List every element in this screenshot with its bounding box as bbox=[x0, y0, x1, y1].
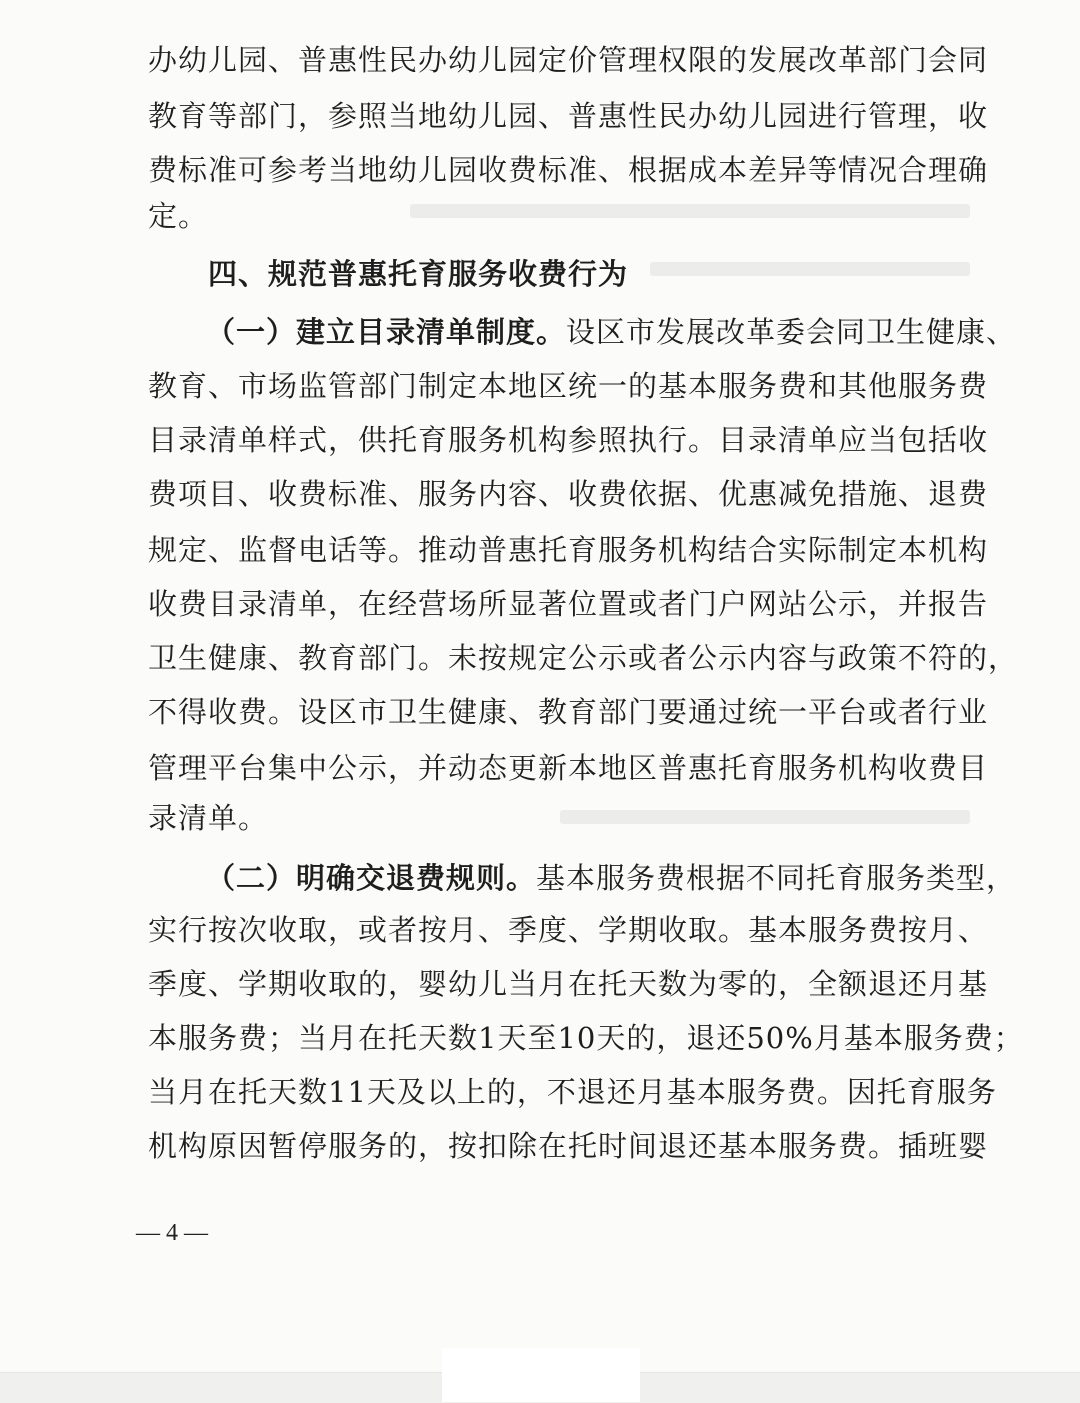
page-number: — 4 — bbox=[136, 1220, 208, 1246]
text-line: 卫生健康、教育部门。未按规定公示或者公示内容与政策不符的， bbox=[148, 641, 1019, 675]
text-line: 目录清单样式，供托育服务机构参照执行。目录清单应当包括收 bbox=[148, 423, 989, 457]
subsection-first-line bbox=[206, 858, 1017, 898]
text-line: 当月在托天数11天及以上的，不退还月基本服务费。因托育服务 bbox=[148, 1075, 997, 1109]
section-heading: 四、规范普惠托育服务收费行为 bbox=[208, 257, 629, 291]
text-line: 费标准可参考当地幼儿园收费标准、根据成本差异等情况合理确 bbox=[148, 153, 989, 187]
subsection-first-line bbox=[206, 312, 1017, 352]
subsection-heading: （二）明确交退费规则。 bbox=[206, 861, 537, 895]
text-line: 规定、监督电话等。推动普惠托育服务机构结合实际制定本机构 bbox=[148, 533, 989, 567]
text-line: 管理平台集中公示，并动态更新本地区普惠托育服务机构收费目 bbox=[148, 751, 989, 785]
subsection-text: 设区市发展改革委会同卫生健康、 bbox=[566, 315, 1017, 349]
text-line: 收费目录清单，在经营场所显著位置或者门户网站公示，并报告 bbox=[148, 587, 989, 621]
text-line: 机构原因暂停服务的，按扣除在托时间退还基本服务费。插班婴 bbox=[148, 1129, 989, 1163]
text-line: 教育等部门，参照当地幼儿园、普惠性民办幼儿园进行管理，收 bbox=[148, 99, 989, 133]
text-line: 不得收费。设区市卫生健康、教育部门要通过统一平台或者行业 bbox=[148, 695, 989, 729]
subsection-heading: （一）建立目录清单制度。 bbox=[206, 315, 567, 349]
text-line: 录清单。 bbox=[148, 801, 269, 835]
text-line: 教育、市场监管部门制定本地区统一的基本服务费和其他服务费 bbox=[148, 369, 989, 403]
text-line: 定。 bbox=[148, 199, 209, 233]
text-line: 本服务费；当月在托天数1天至10天的，退还50%月基本服务费； bbox=[148, 1021, 1024, 1055]
scan-footer-patch bbox=[442, 1348, 640, 1402]
text-line: 季度、学期收取的，婴幼儿当月在托天数为零的，全额退还月基 bbox=[148, 967, 989, 1001]
text-line: 费项目、收费标准、服务内容、收费依据、优惠减免措施、退费 bbox=[148, 477, 989, 511]
subsection-text: 基本服务费根据不同托育服务类型， bbox=[536, 861, 1017, 895]
text-line: 实行按次收取，或者按月、季度、学期收取。基本服务费按月、 bbox=[148, 913, 989, 947]
text-line: 办幼儿园、普惠性民办幼儿园定价管理权限的发展改革部门会同 bbox=[148, 43, 989, 77]
